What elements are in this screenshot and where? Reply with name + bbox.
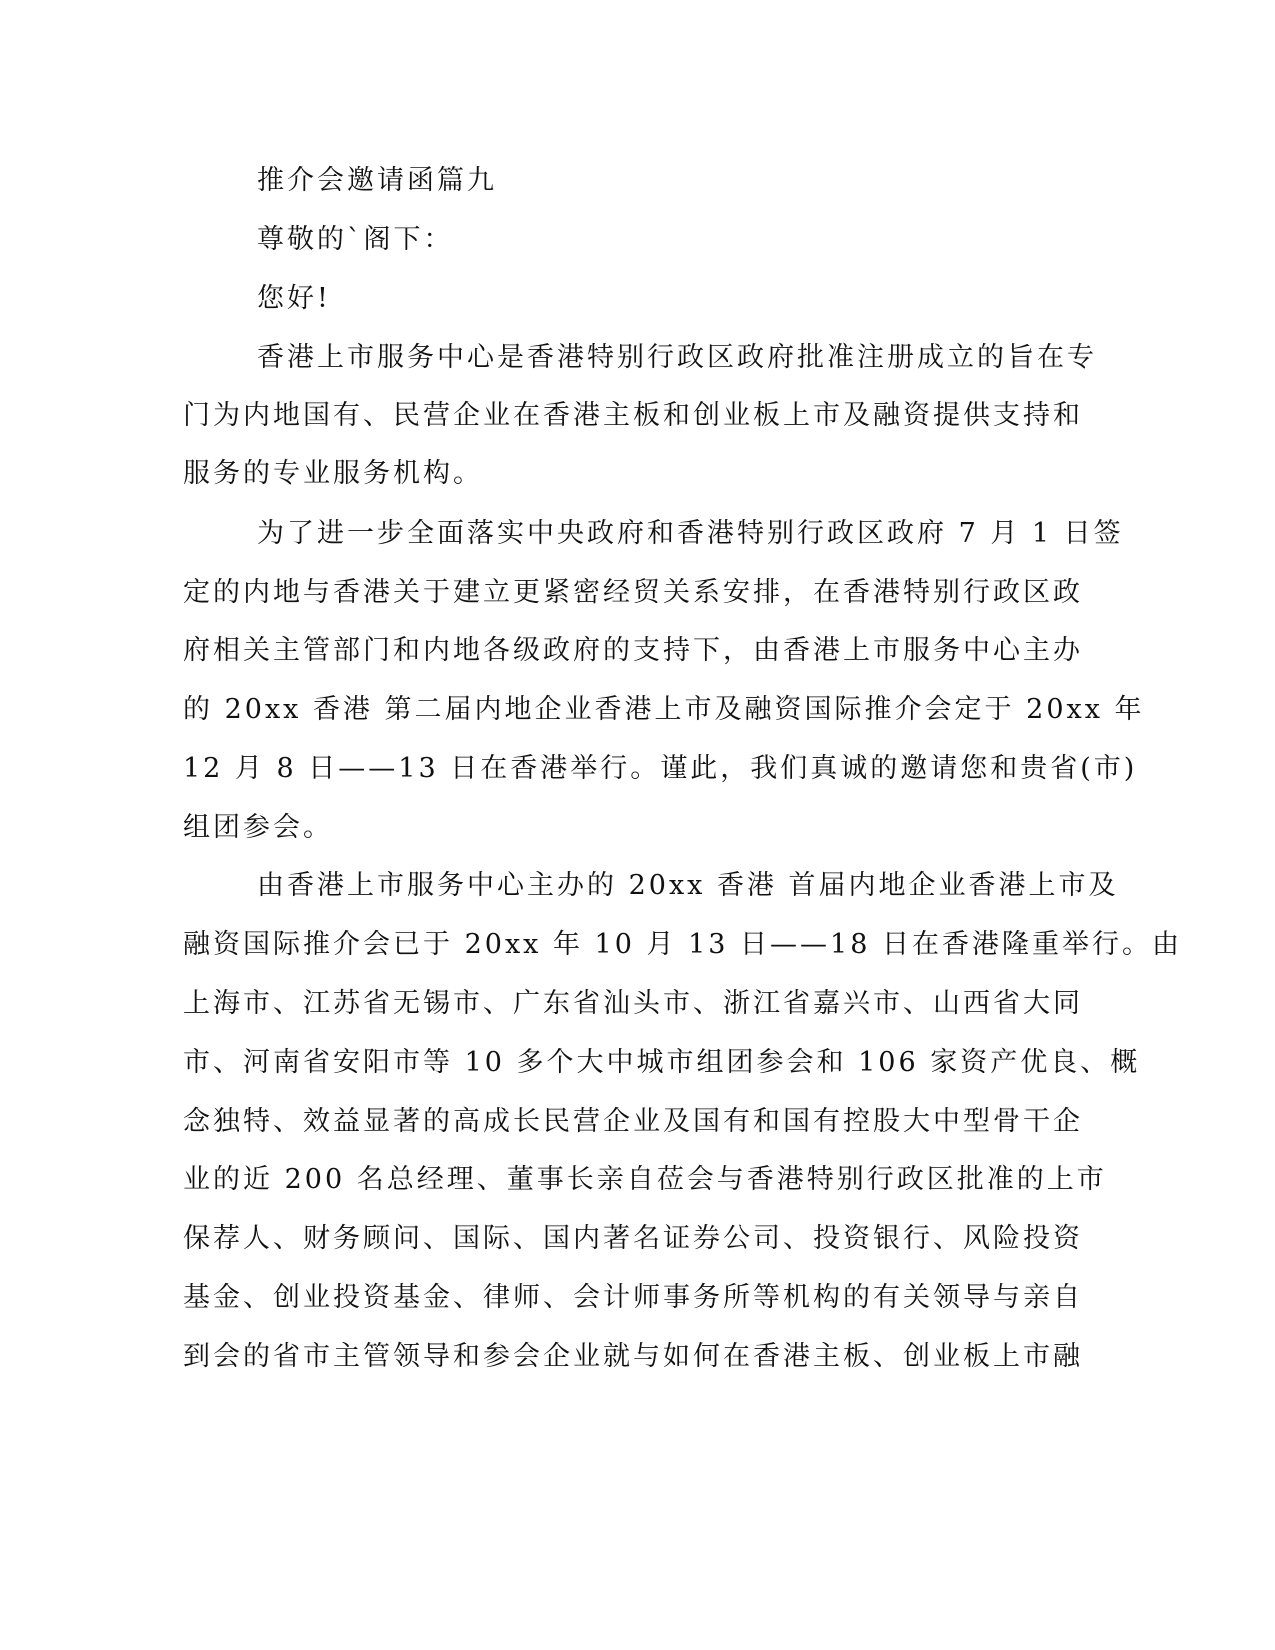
paragraph-line: 保荐人、财务顾问、国际、国内著名证券公司、投资银行、风险投资	[183, 1223, 1083, 1254]
document-title: 推介会邀请函篇九	[257, 165, 497, 196]
salutation: 尊敬的`阁下：	[257, 224, 454, 255]
paragraph-line: 香港上市服务中心是香港特别行政区政府批准注册成立的旨在专	[257, 342, 1097, 373]
paragraph-line: 为了进一步全面落实中央政府和香港特别行政区政府 7 月 1 日签	[257, 518, 1124, 549]
paragraph-line: 到会的省市主管领导和参会企业就与如何在香港主板、创业板上市融	[183, 1341, 1083, 1372]
paragraph-line: 服务的专业服务机构。	[183, 458, 483, 489]
paragraph-line: 府相关主管部门和内地各级政府的支持下，由香港上市服务中心主办	[183, 635, 1083, 666]
paragraph-line: 的 20xx 香港 第二届内地企业香港上市及融资国际推介会定于 20xx 年	[183, 694, 1145, 725]
paragraph-line: 由香港上市服务中心主办的 20xx 香港 首届内地企业香港上市及	[257, 870, 1119, 901]
paragraph-line: 12 月 8 日——13 日在香港举行。谨此，我们真诚的邀请您和贵省(市)	[183, 753, 1138, 784]
paragraph-line: 融资国际推介会已于 20xx 年 10 月 13 日——18 日在香港隆重举行。由	[183, 929, 1182, 960]
paragraph-line: 基金、创业投资基金、律师、会计师事务所等机构的有关领导与亲自	[183, 1282, 1083, 1313]
paragraph-line: 市、河南省安阳市等 10 多个大中城市组团参会和 106 家资产优良、概	[183, 1047, 1141, 1078]
paragraph-line: 门为内地国有、民营企业在香港主板和创业板上市及融资提供支持和	[183, 400, 1083, 431]
greeting: 您好!	[257, 283, 331, 314]
paragraph-line: 业的近 200 名总经理、董事长亲自莅会与香港特别行政区批准的上市	[183, 1164, 1107, 1195]
paragraph-line: 上海市、江苏省无锡市、广东省汕头市、浙江省嘉兴市、山西省大同	[183, 988, 1083, 1019]
paragraph-line: 念独特、效益显著的高成长民营企业及国有和国有控股大中型骨干企	[183, 1106, 1083, 1137]
paragraph-line: 组团参会。	[183, 812, 333, 843]
paragraph-line: 定的内地与香港关于建立更紧密经贸关系安排，在香港特别行政区政	[183, 577, 1083, 608]
